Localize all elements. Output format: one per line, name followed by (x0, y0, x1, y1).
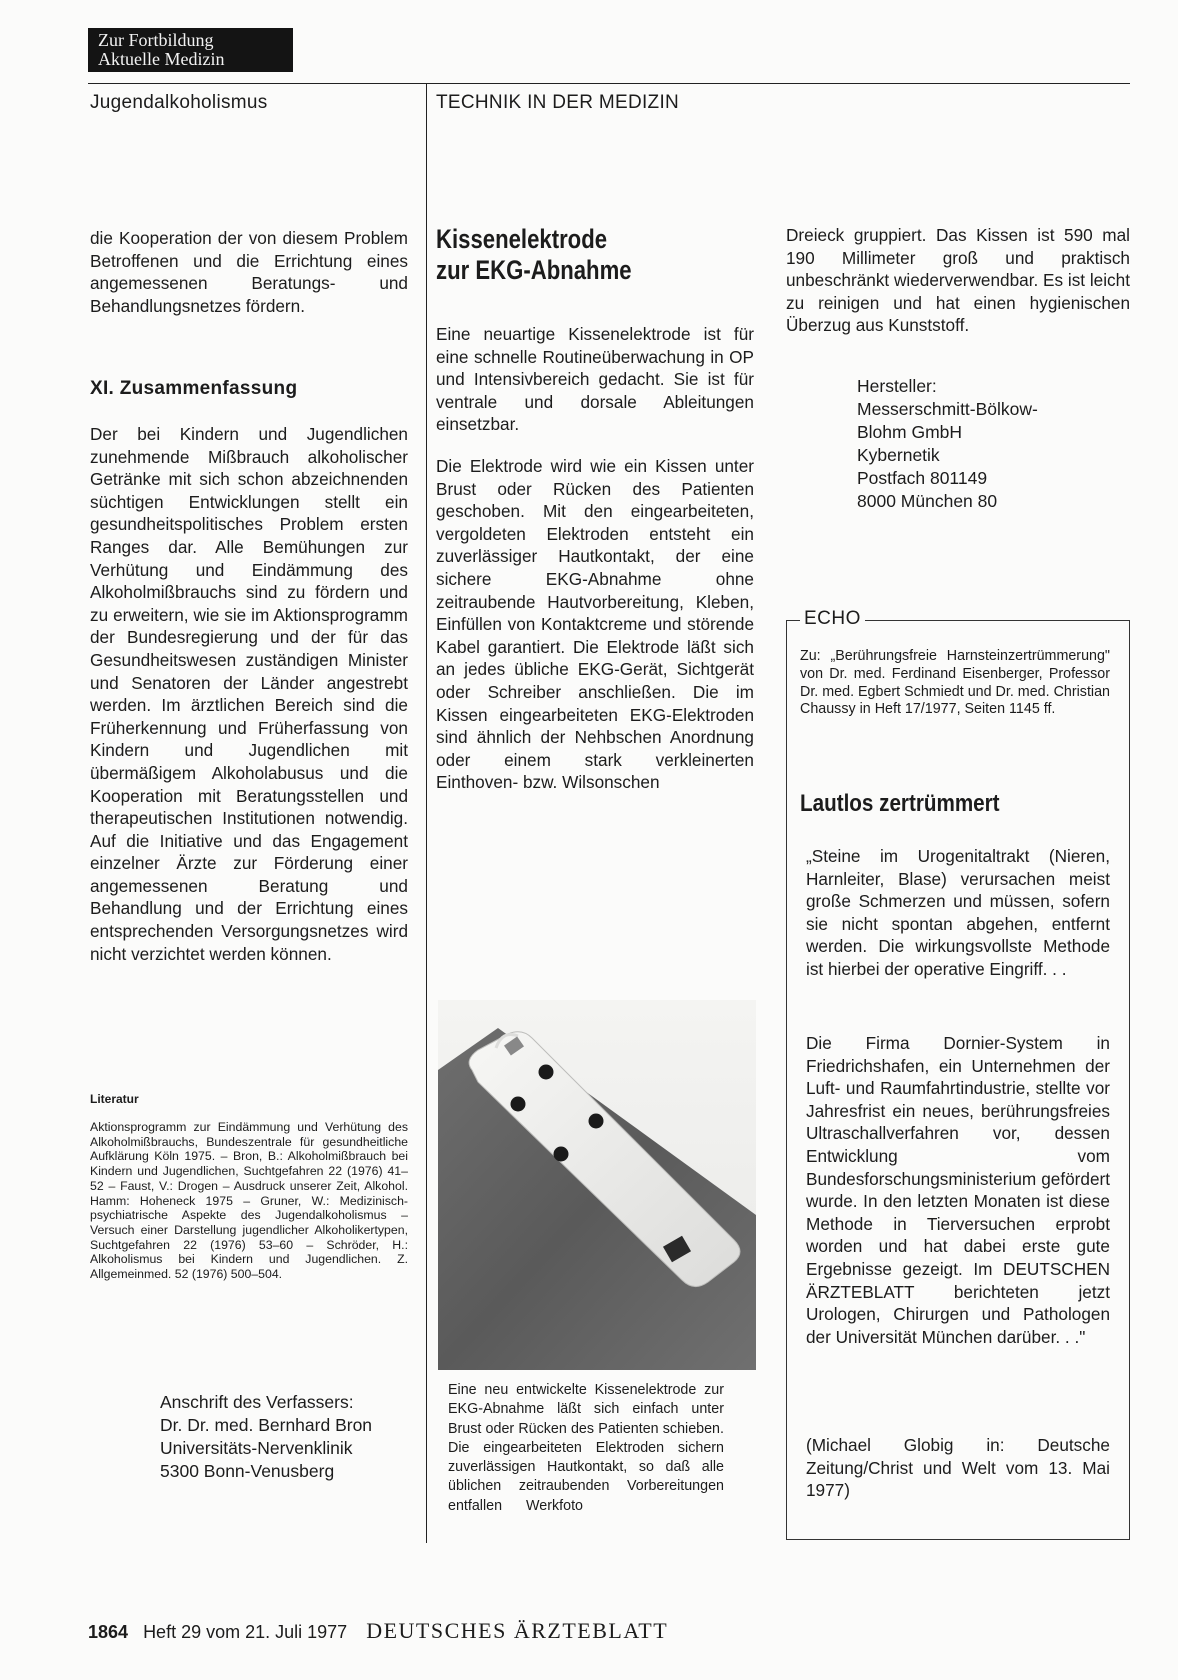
maker-line: Postfach 801149 (857, 468, 988, 488)
article-title-line-2: zur EKG-Abnahme (436, 255, 632, 285)
page-footer (88, 1618, 668, 1644)
address-line: 5300 Bonn-Venusberg (160, 1461, 335, 1481)
echo-quote-1: „Steine im Urogenitaltrakt (Nieren, Harnleiter, Blase) verursachen meist große Schmerzen und müssen, sofern sie nicht spontan abgehen, entfernt werden. Die wirkungsvollste Methode ist hierbei der operative Eingriff. . . (806, 846, 1110, 979)
maker-line: Messerschmitt-Bölkow- (857, 399, 1038, 419)
author-address (160, 1391, 372, 1483)
page-number: 1864 (88, 1622, 129, 1642)
echo-quote-2: Die Firma Dornier-System in Friedrichshafen, ein Unternehmen der Luft- und Raumfahrtindustrie, stellte vor Jahresfrist ein neues, berührungsfreies Ultraschallverfahren vor, dessen Entwicklung vom Bundesforschungsministerium gefördert wurde. In den letzten Monaten ist diese Methode in Tierversuchen erprobt worden und hat dabei erste gute Ergebnisse gezeigt. Im DEUTSCHEN ÄRZTEBLATT berichteten jetzt Urologen, Chirurgen und Pathologen der Universität München darüber. . ." (806, 1033, 1110, 1347)
section-title-summary: XI. Zusammenfassung (90, 378, 298, 399)
electrode-contact (554, 1147, 569, 1162)
address-line: Universitäts-Nervenklinik (160, 1438, 353, 1458)
electrode-contact (589, 1114, 604, 1129)
header-rule (88, 83, 1130, 84)
electrode-contact (511, 1097, 526, 1112)
manufacturer-address (857, 375, 1038, 513)
echo-source: (Michael Globig in: Deutsche Zeitung/Christ und Welt vom 13. Mai 1977) (806, 1435, 1110, 1501)
column-rule (426, 83, 427, 1543)
col1-summary: Der bei Kindern und Jugendlichen zunehmende Mißbrauch alkoholischer Getränke mit sich schon abzeichnenden süchtigen Entwicklungen stellt ein gesundheitspolitisches Problem ersten Ranges dar. Alle Bemühungen zur Verhütung und Eindämmung des Alkoholmißbrauchs sind zu fördern und zu erweitern, wie sie im Aktionsprogramm der Bundesregierung und der für das Gesundheitswesen zuständigen Minister und Senatoren der Länder angestrebt werden. Im ärztlichen Bereich sind die Früherkennung und Früherfassung von Kindern und Jugendlichen mit übermäßigem Alkoholabusus und die Kooperation mit Beratungsstellen und therapeutischen Institutionen notwendig. Auf die Initiative und das Engagement einzelner Ärzte zur Förderung einer angemessenen Beratung und Behandlung und der Errichtung eines entsprechenden Versorgungsnetzes wird nicht verzichtet werden können. (90, 424, 408, 964)
references-list: Aktionsprogramm zur Eindämmung und Verhütung des Alkoholmißbrauchs, Bundeszentrale für gesundheitliche Aufklärung Köln 1975. – Bron, B.: Alkoholmißbrauch bei Kindern und Jugendlichen, Suchtgefahren 22 (1976) 41–52 – Faust, V.: Drogen – Ausdruck unserer Zeit, Alkohol. Hamm: Hoheneck 1975 – Gruner, W.: Medizinisch-psychiatrische Aspekte des Jugendalkoholismus – Versuch einer Darstellung jugendlicher Alkoholikertypen, Suchtgefahren 22 (1976) 53–60 – Schröder, H.: Alkoholismus bei Kindern und Jugendlichen. Z. Allgemeinmed. 52 (1976) 500–504. (90, 1120, 408, 1282)
maker-line: Blohm GmbH (857, 422, 963, 442)
echo-label: ECHO (800, 608, 865, 630)
references-title: Literatur (90, 1092, 139, 1106)
photo-credit: Werkfoto (526, 1497, 583, 1514)
photo-caption (448, 1381, 724, 1516)
journal-name: DEUTSCHES ÄRZTEBLATT (366, 1618, 669, 1643)
article-title (436, 224, 754, 286)
echo-reference: Zu: „Berührungsfreie Harnsteinzertrümmerung" von Dr. med. Ferdinand Eisenberger, Professor Dr. med. Egbert Schmiedt und Dr. med. Christian Chaussy in Heft 17/1977, Seiten 1145 ff. (800, 648, 1110, 718)
electrode-photo (438, 1000, 756, 1370)
address-line: Anschrift des Verfassers: (160, 1392, 354, 1412)
maker-line: Hersteller: (857, 376, 937, 396)
badge-line-2: Aktuelle Medizin (98, 49, 225, 69)
running-head-right: TECHNIK IN DER MEDIZIN (436, 92, 680, 113)
issue-info: Heft 29 vom 21. Juli 1977 (143, 1622, 348, 1642)
photo-caption-text: Eine neu entwickelte Kissenelektrode zur EKG-Abnahme läßt sich einfach unter Brust oder Rücken des Patienten schieben. Die eingearbeiteten Elektroden sichern zuverlässigen Hautkontakt, so daß alle üblichen zeitraubenden Vorbereitungen entfallen (448, 1382, 724, 1514)
maker-line: Kybernetik (857, 445, 940, 465)
section-badge (88, 28, 293, 72)
article-title-line-1: Kissenelektrode (436, 224, 608, 254)
col3-continuation: Dreieck gruppiert. Das Kissen ist 590 mal 190 Millimeter groß und praktisch unbeschränkt wiederverwendbar. Es ist leicht zu reinigen und hat einen hygienischen Überzug aus Kunststoff. (786, 225, 1130, 336)
badge-line-1: Zur Fortbildung (98, 30, 214, 50)
article-body: Die Elektrode wird wie ein Kissen unter Brust oder Rücken des Patienten geschoben. Mit den eingearbeiteten, vergoldeten Elektroden entsteht ein zuverlässiger Hautkontakt, der eine sichere EKG-Abnahme ohne zeitraubende Hautvorbereitung, Kleben, Einfüllen von Kontaktcreme und störende Kabel garantiert. Die Elektrode läßt sich an jedes übliche EKG-Gerät, Sichtgerät oder Schreiber anschließen. Die im Kissen eingearbeiteten EKG-Elektroden sind ähnlich der Nehbschen Anordnung oder einem stark verkleinerten Einthoven- bzw. Wilsonschen (436, 456, 754, 793)
address-line: Dr. Dr. med. Bernhard Bron (160, 1415, 373, 1435)
col1-intro: die Kooperation der von diesem Problem Betroffenen und die Errichtung eines angemessenen Beratungs- und Behandlungsnetzes fördern. (90, 228, 408, 316)
maker-line: 8000 München 80 (857, 491, 998, 511)
electrode-contact (539, 1065, 554, 1080)
running-head-left: Jugendalkoholismus (90, 92, 268, 113)
echo-title: Lautlos zertrümmert (800, 790, 1000, 817)
article-lead: Eine neuartige Kissenelektrode ist für eine schnelle Routineüberwachung in OP und Intensivbereich gedacht. Sie ist für ventrale und dorsale Ableitungen einsetzbar. (436, 324, 754, 435)
